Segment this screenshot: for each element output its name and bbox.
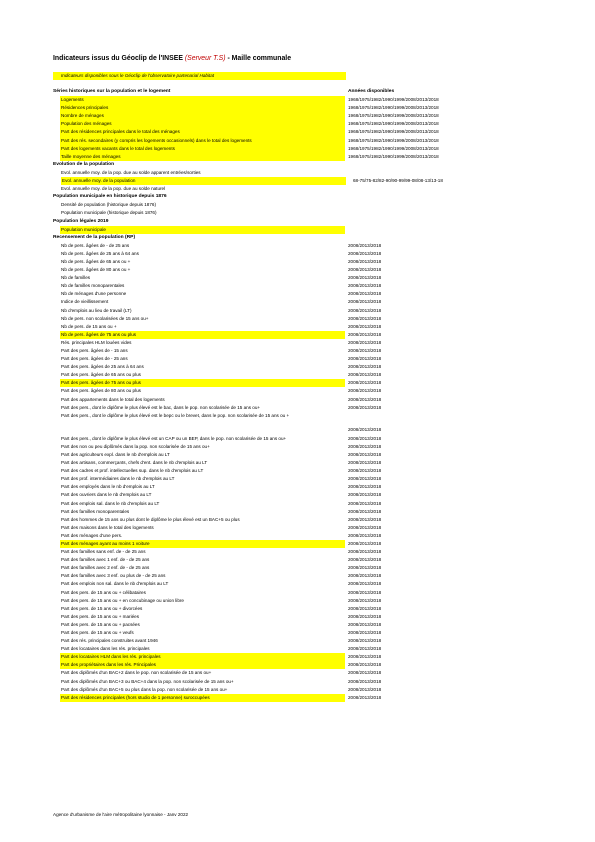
indicator-label: Part des maisons dans le total des logements	[61, 524, 154, 530]
indicator-label: Part des ouvriers dans le nb d'emplois au LT	[61, 492, 152, 498]
indicator-years: 2008/2013/2018	[348, 613, 382, 619]
indicator-years: 2008/2013/2018	[348, 307, 382, 313]
years-column-heading: Années disponibles	[348, 89, 395, 94]
indicator-years: 2008/2013/2018	[348, 460, 382, 466]
indicator-years: 2008/2013/2018	[348, 670, 382, 676]
indicator-label: Nb de familles monoparentales	[61, 283, 125, 289]
indicator-row	[53, 467, 553, 475]
indicator-label: Part des pers. de 15 ans ou + veufs	[61, 630, 134, 635]
indicator-row	[53, 524, 553, 532]
indicator-label: Part des pers. âgées de - 25 ans	[61, 356, 128, 362]
indicator-label: Taille moyenne des ménages	[60, 153, 345, 161]
indicator-years: 2008/2013/2018	[348, 694, 382, 700]
indicator-label: Part des pers. âgées de 25 ans à 64 ans	[61, 364, 144, 370]
indicator-years: 2008/2013/2018	[348, 372, 382, 378]
indicator-label: Nb de pers. âgées de 25 ans à 64 ans	[61, 250, 139, 256]
indicator-years: 1968/1975/1982/1990/1999/2008/2013/2018	[348, 137, 439, 143]
indicator-row	[53, 500, 553, 508]
indicator-years: 2008/2013/2018	[348, 565, 382, 571]
indicator-row	[53, 597, 553, 605]
indicator-label: Part des artisans, commerçants, chefs d'ent. dans le nb d'emplois au LT	[61, 460, 208, 466]
section-title: Evolution de la population	[53, 161, 115, 167]
indicator-row	[53, 564, 553, 572]
indicator-years: 2008/2013/2018	[348, 532, 382, 538]
indicator-years: 1968/1975/1982/1990/1999/2008/2013/2018	[348, 153, 439, 159]
indicator-label: Part des pers. âgées de 80 ans ou plus	[61, 388, 141, 394]
indicator-row	[53, 483, 553, 491]
indicator-label: Nb de ménages d'une personne	[61, 291, 127, 297]
indicator-years: 2008/2013/2018	[348, 630, 382, 635]
availability-note: Indicateurs disponibles sous le Géoclip de l'observatoire partenarial Habitat	[53, 72, 346, 80]
indicator-years: 2008/2013/2018	[348, 435, 382, 441]
indicator-row	[53, 678, 553, 686]
indicator-row	[53, 459, 553, 467]
indicator-row	[53, 629, 553, 637]
indicator-label: Part des emplois sal. dans le nb d'emplois au LT	[61, 500, 160, 506]
indicator-years: 2008/2013/2018	[348, 678, 382, 684]
indicator-row	[53, 177, 553, 185]
indicator-label: Part des logements vacants dans le total des logements	[60, 145, 345, 153]
indicator-label: Part des diplômés d'un BAC+3 ou BAC+4 dans la pop. non scolarisée de 15 ans ou+	[61, 678, 234, 684]
indicator-years: 2008/2013/2018	[348, 605, 382, 611]
indicator-row	[53, 242, 553, 250]
indicator-years: 2008/2013/2018	[348, 508, 382, 514]
section-title: Population municipale en historique depuis 1876	[53, 194, 167, 200]
indicator-years: 2008/2013/2018	[348, 380, 382, 386]
indicator-label: Nb de pers. âgées de 65 ans ou +	[61, 258, 131, 264]
indicator-row	[53, 185, 553, 193]
indicator-row	[53, 331, 553, 339]
title-server: (Serveur T.S)	[184, 55, 226, 62]
indicator-label: Part des pers., dont le diplôme le plus élevé est un CAP ou un BEP, dans le pop. non scolarisée de 15 ans ou+	[61, 435, 287, 441]
indicator-row	[53, 443, 553, 451]
indicator-label: Part des pers., dont le diplôme le plus élevé est le bepc ou le brevet, dans le pop. non scolarisée de 15 ans ou +	[61, 412, 290, 418]
indicator-label: Evol. annuelle moy. de la pop. due au solde naturel	[61, 186, 166, 192]
indicator-years: 2008/2013/2018	[348, 323, 382, 329]
indicator-years: 2008/2013/2018	[348, 540, 382, 546]
indicator-row	[53, 387, 553, 395]
section-heading	[53, 88, 553, 96]
page-title	[53, 55, 291, 62]
indicator-label: Nb de pers. âgées de 75 ans ou plus	[60, 331, 345, 339]
indicator-row	[53, 621, 553, 629]
indicator-label: Nb de pers. de 15 ans ou +	[61, 323, 117, 329]
section-title: Recensement de la population (RP)	[53, 234, 136, 240]
indicator-years: 2008/2013/2018	[348, 492, 382, 498]
indicator-years: 2008/2013/2018	[348, 589, 382, 595]
indicator-label: Part des ménages ayant au moins 1 voiture	[60, 540, 345, 548]
indicator-row	[53, 694, 553, 702]
indicator-row	[53, 226, 553, 234]
indicator-row	[53, 145, 553, 153]
indicator-row	[53, 396, 553, 404]
indicator-years: 2008/2013/2018	[348, 426, 382, 432]
indicator-years: 2008/2013/2018	[348, 356, 382, 362]
title-main: Indicateurs issus du Géoclip de l'INSEE	[53, 55, 185, 62]
indicator-years: 2008/2013/2018	[348, 597, 382, 603]
indicator-years: 2008/2013/2018	[348, 573, 382, 579]
indicator-row	[53, 201, 553, 209]
indicator-label: Population municipale	[60, 226, 345, 234]
indicator-years: 2008/2013/2018	[348, 331, 382, 337]
indicator-row	[53, 412, 553, 435]
section-heading	[53, 218, 553, 226]
indicator-label: Part des pers. de 15 ans ou + mariées	[61, 613, 140, 619]
indicator-label: Part des propriétaires dans les rés. Principales	[60, 661, 345, 669]
indicator-row	[53, 451, 553, 459]
indicator-years: 2008/2013/2018	[348, 388, 382, 394]
indicator-years: 2008/2013/2018	[348, 404, 382, 410]
indicator-label: Indice de vieillissement	[61, 299, 109, 305]
indicator-label: Population municipale (historique depuis 1876)	[61, 210, 157, 216]
indicator-row	[53, 137, 553, 145]
section-heading	[53, 234, 553, 242]
indicator-years: 2008/2013/2018	[348, 581, 382, 587]
indicator-label: Résidences principales	[60, 104, 345, 112]
indicator-row	[53, 339, 553, 347]
indicator-years: 1968/1975/1982/1990/1999/2008/2013/2018	[348, 113, 439, 119]
indicator-row	[53, 532, 553, 540]
indicator-label: Part des emplois non sal. dans le nb d'emplois au LT	[61, 581, 169, 587]
indicator-years: 2008/2013/2018	[348, 348, 382, 353]
indicator-years: 2008/2013/2018	[348, 621, 382, 627]
indicator-label: Part des pers. de 15 ans ou + célibataires	[61, 589, 146, 595]
indicator-label: Part des locataires dans les rés. principales	[61, 646, 150, 652]
indicator-years: 2008/2013/2018	[348, 654, 382, 660]
indicator-list	[53, 88, 553, 702]
indicator-row	[53, 298, 553, 306]
indicator-years: 2008/2013/2018	[348, 549, 382, 555]
indicator-row	[53, 96, 553, 104]
indicator-row	[53, 266, 553, 274]
indicator-years: 2008/2013/2018	[348, 258, 382, 264]
indicator-label: Part des employés dans le nb d'emplois au LT	[61, 484, 155, 490]
indicator-label: Nb de pers. âgées de - de 25 ans	[61, 242, 130, 248]
indicator-row	[53, 120, 553, 128]
indicator-years: 1968/1975/1982/1990/1999/2008/2013/2018	[348, 145, 439, 151]
indicator-row	[53, 548, 553, 556]
indicator-label: Nombre de ménages	[60, 112, 345, 120]
indicator-row	[53, 435, 553, 443]
indicator-label: Part des appartements dans le total des logements	[61, 396, 165, 402]
indicator-label: Part des résidences principales (hors studio de 1 personne) suroccupées	[60, 694, 345, 702]
indicator-row	[53, 653, 553, 661]
indicator-years: 2008/2013/2018	[348, 364, 382, 370]
indicator-row	[53, 613, 553, 621]
indicator-label: Nb de pers. âgées de 80 ans ou +	[61, 267, 131, 273]
indicator-years: 2008/2013/2018	[348, 500, 382, 506]
indicator-label: Part des diplômés d'un BAC+2 dans le pop. non scolarisée de 15 ans ou+	[61, 670, 212, 676]
section-title: Population légales 2019	[53, 218, 109, 224]
indicator-label: Nb d'emplois au lieu de travail (LT)	[61, 307, 132, 313]
indicator-row	[53, 315, 553, 323]
indicator-years: 2008/2013/2018	[348, 557, 382, 563]
indicator-row	[53, 580, 553, 588]
indicator-label: Part des cadres et prof. intellectuelles sup. dans le nb d'emplois au LT	[61, 468, 204, 474]
indicator-label: Part des pers. âgées de 65 ans ou plus	[61, 372, 141, 378]
indicator-row	[53, 540, 553, 548]
indicator-years: 2008/2013/2018	[348, 443, 382, 449]
indicator-label: Logements	[60, 96, 345, 104]
indicator-years: 1968/1975/1982/1990/1999/2008/2013/2018	[348, 129, 439, 135]
indicator-years: 2008/2013/2018	[348, 524, 382, 530]
indicator-row	[53, 645, 553, 653]
indicator-years: 2008/2013/2018	[348, 476, 382, 482]
indicator-label: Part des familles sans enf. de - de 25 ans	[61, 549, 146, 555]
indicator-row	[53, 128, 553, 136]
indicator-row	[53, 556, 553, 564]
indicator-label: Densité de population (historique depuis 1876)	[61, 202, 157, 208]
indicator-row	[53, 605, 553, 613]
indicator-row	[53, 379, 553, 387]
indicator-years: 2008/2013/2018	[348, 468, 382, 474]
indicator-row	[53, 169, 553, 177]
indicator-row	[53, 669, 553, 677]
indicator-label: Part des rés. secondaires (y compris les logements occasionnels) dans le total des logements	[60, 137, 345, 145]
indicator-row	[53, 209, 553, 217]
indicator-row	[53, 258, 553, 266]
indicator-years: 2008/2013/2018	[348, 283, 382, 289]
indicator-years: 1968/1975/1982/1990/1999/2008/2013/2018	[348, 97, 439, 103]
indicator-row	[53, 508, 553, 516]
indicator-row	[53, 112, 553, 120]
indicator-row	[53, 363, 553, 371]
section-heading	[53, 161, 553, 169]
indicator-years: 2008/2013/2018	[348, 516, 382, 522]
indicator-label: Part des familles avec 1 enf. de - de 25 ans	[61, 557, 150, 563]
indicator-years: 2008/2013/2018	[348, 646, 382, 652]
indicator-years: 2008/2013/2018	[348, 250, 382, 256]
indicator-label: Part des ménages d'une pers.	[61, 532, 123, 538]
indicator-years: 2008/2013/2018	[348, 396, 382, 402]
title-suffix: - Maille communale	[225, 55, 292, 62]
indicator-row	[53, 371, 553, 379]
indicator-years: 2008/2013/2018	[348, 339, 382, 345]
indicator-row	[53, 307, 553, 315]
indicator-years: 68-75/75-82/82-90/90-99/99-08/08-13/13-18	[353, 178, 443, 184]
indicator-label: Part des familles avec 3 enf. ou plus de - de 25 ans	[61, 573, 166, 579]
indicator-years: 1968/1975/1982/1990/1999/2008/2013/2018	[348, 121, 439, 127]
indicator-row	[53, 637, 553, 645]
indicator-row	[53, 323, 553, 331]
indicator-years: 2008/2013/2018	[348, 267, 382, 273]
indicator-row	[53, 661, 553, 669]
indicator-row	[53, 153, 553, 161]
indicator-row	[53, 347, 553, 355]
indicator-label: Population des ménages	[60, 120, 345, 128]
indicator-label: Part des familles avec 2 enf. de - de 25 ans	[61, 565, 150, 571]
indicator-label: Part des résidences principales dans le total des ménages	[60, 128, 345, 136]
indicator-label: Part des pers. âgées de - 15 ans	[61, 348, 128, 353]
indicator-label: Part des locataires HLM dans les rés. principales	[60, 653, 345, 661]
section-title: Séries historiques sur la population et le logement	[53, 89, 171, 94]
indicator-label: Part des non ou peu diplômés dans la pop. non scolarisée de 15 ans ou+	[61, 443, 210, 449]
indicator-years: 2008/2013/2018	[348, 299, 382, 305]
indicator-row	[53, 104, 553, 112]
indicator-row	[53, 475, 553, 483]
indicator-years: 2008/2013/2018	[348, 291, 382, 297]
indicator-label: Part des diplômés d'un BAC+5 ou plus dans la pop. non scolarisée de 15 ans ou+	[61, 686, 228, 692]
section-heading	[53, 193, 553, 201]
indicator-label: Part des pers., dont le diplôme le plus élevé est le bac, dans le pop. non scolarisée de 15 ans ou+	[61, 404, 261, 410]
indicator-label: Part des agriculteurs expl. dans le nb d'emplois au LT	[61, 451, 170, 457]
indicator-label: Part des hommes de 15 ans ou plus dont le diplôme le plus élevé est un BAC+5 ou plus	[61, 516, 240, 522]
indicator-label: Rés. principales HLM louées vides	[61, 339, 132, 345]
indicator-label: Evol. annuelle moy. de la population	[61, 177, 346, 185]
indicator-years: 2008/2013/2018	[348, 638, 382, 644]
indicator-label: Part des prof. intermédiaires dans le nb d'emplois au LT	[61, 476, 175, 482]
indicator-years: 2008/2013/2018	[348, 242, 382, 248]
indicator-years: 2008/2013/2018	[348, 275, 382, 281]
indicator-years: 2008/2013/2018	[348, 662, 382, 668]
indicator-label: Nb de familles	[61, 275, 91, 281]
indicator-row	[53, 250, 553, 258]
indicator-label: Part des pers. de 15 ans ou + en concubinage ou union libre	[61, 597, 184, 603]
indicator-row	[53, 491, 553, 499]
indicator-row	[53, 404, 553, 412]
indicator-row	[53, 516, 553, 524]
indicator-years: 2008/2013/2018	[348, 451, 382, 457]
indicator-row	[53, 686, 553, 694]
indicator-row	[53, 274, 553, 282]
indicator-row	[53, 355, 553, 363]
indicator-row	[53, 290, 553, 298]
indicator-row	[53, 572, 553, 580]
indicator-years: 1968/1975/1982/1990/1999/2008/2013/2018	[348, 105, 439, 111]
indicator-label: Part des pers. de 15 ans ou + divorcées	[61, 605, 143, 611]
indicator-label: Evol. annuelle moy. de la pop. due au solde apparent entrées/sorties	[61, 169, 201, 175]
indicator-label: Nb de pers. non scolarisées de 15 ans ou+	[61, 315, 149, 321]
indicator-row	[53, 589, 553, 597]
indicator-label: Part des rés. principales construites avant 1946	[61, 638, 158, 644]
indicator-years: 2008/2013/2018	[348, 315, 382, 321]
indicator-row	[53, 282, 553, 290]
indicator-label: Part des pers. âgées de 75 ans ou plus	[60, 379, 345, 387]
indicator-label: Part des pers. de 15 ans ou + pacsées	[61, 621, 140, 627]
page-footer: Agence d'urbanisme de l'aire métropolitaine lyonnaise - Janv 2022	[53, 812, 189, 817]
indicator-years: 2008/2013/2018	[348, 686, 382, 692]
indicator-years: 2008/2013/2018	[348, 484, 382, 490]
indicator-label: Part des familles monoparentales	[61, 508, 130, 514]
